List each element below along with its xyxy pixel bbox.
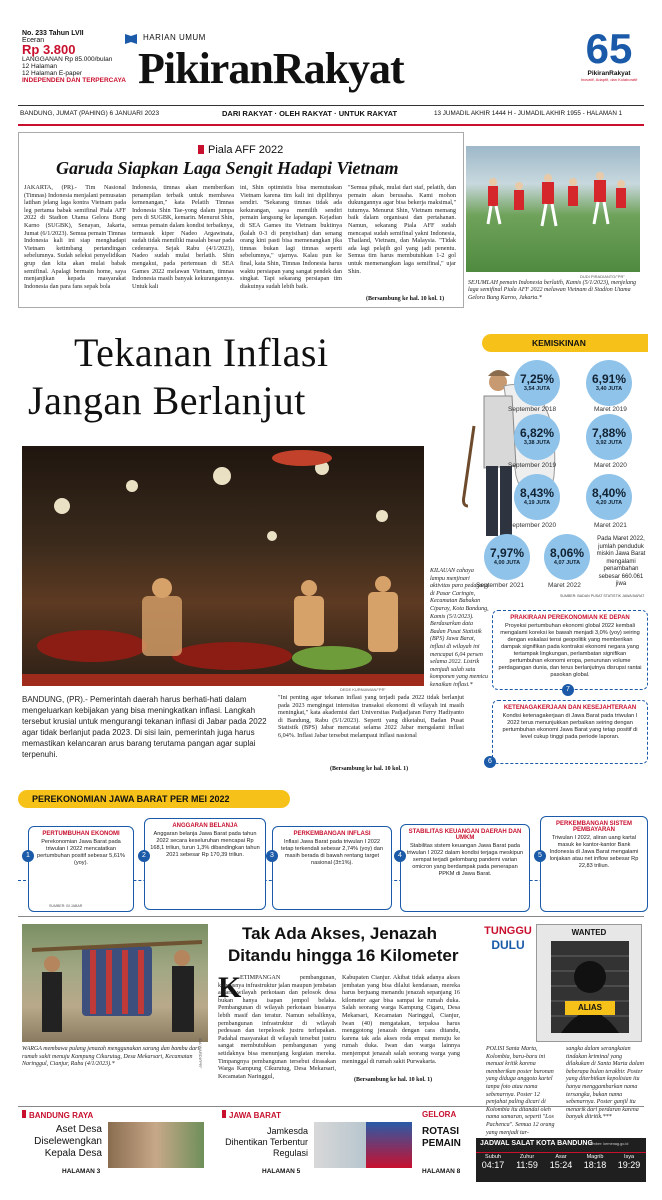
sport-caption: SEJUMLAH pemain Indonesia berlatih, Kamis (5/1/2023), menjelang laga semifinal Piala AFF 2022 melawan Vietnam di Stadion Utama Gelora Bung Karno, Jakarta.* [468,280,636,301]
teaser-title: Jamkesda Dihentikan Terbentur Regulasi [225,1126,308,1158]
economy-box [540,816,648,912]
market-photo-credit: DEDE KURNIAWAN/"PR" [340,687,386,692]
edition-info [22,30,132,84]
prospect-box-2 [492,700,648,764]
prayer-schedule [476,1138,646,1182]
poverty-source: SUMBER: BADAN PUSAT STATISTIK JAWA BARAT [560,594,645,598]
anniversary-logo [576,25,642,98]
prospect-text-1: Proyeksi pertumbuhan ekonomi global 2022 kembali mengalami koreksi ke bawah menjadi 3,0% (yoy) seiring dengan eskalasi tensi geopolitik yang memberikan dampak signifikan pada kontraksi ekonomi negara yang tertampak lingkungan, perlambatan signifikan pertumbuhan ekonomi eropa, penurunan volume perdagangan dunia, dan terus berlanjutnya disrupsi rantai pasokan global. [498,623,642,678]
pages-print: 12 Halaman [22,63,58,70]
sport-kicker [198,144,283,156]
poverty-period: September 2021 [476,582,525,589]
prayer-rule [476,1152,646,1153]
poverty-count: 4,07 JUTA [553,560,581,566]
tunggu-col-2: sangka dalam serangkaian tindakan kriminal yang dilakukan di Santa Marta dalam beberapa bulan terakhir. Poster yang diterbitkan kepolisian itu hanya menggambarkan nama tersangka, bukan nama sebenarnya. Poster ganjil itu menarik dari perdaran karena banyak diiritik.*** [566,1046,644,1121]
economy-box-title: PERKEMBANGAN INFLASI [293,831,371,837]
economy-title: PEREKONOMIAN JAWA BARAT PER MEI 2022 [32,794,230,804]
teaser-page: HALAMAN 8 [422,1168,461,1175]
prayer-time: 04:17 [481,1160,505,1170]
poverty-bubble [514,414,560,460]
step-number: 6 [484,756,496,768]
step-number: 4 [394,850,406,862]
poverty-count: 3,92 JUTA [595,440,623,446]
jenazah-continued: (Bersambung ke hal. 10 kol. 1) [354,1077,433,1083]
inflasi-lead [22,694,272,760]
prayer-name: Subuh [485,1154,501,1160]
book-logo-icon [124,32,138,44]
price: Rp 3.800 [22,42,76,57]
anniversary-number: 65 [585,25,633,72]
sport-col-3: ini, Shin optimistis bisa memutuskan Vietnam karena tim kali ini dipilihnya sendiri. "Sekarang timnas tidak ada kekurangan, saya memilih sendiri pemain langsung ke lapangan. Kejadian di SEA Games itu Vietnam buktinya (kalah 0-3 di penyisihan) dan senang orang kini pasti bisa memenangkan jika timnas bukan lagi timnas seperti sebelumnya," ujarnya. Kalau pun ke final, kata Shin, Timnas Indonesia harus waktu persiapan yang sangat pendek dan singkat. Tapi sekarang persiapan tim diakuinya sudah lebih baik. [240,184,342,290]
poverty-pct: 6,91% [591,372,627,386]
economy-box-text: Anggaran belanja Jawa Barat pada tahun 2022 secara keseluruhan mencapai Rp 168,1 triliun, turun 1,3% dibandingkan tahun 2021 sebesar Rp 170,39 triliun. [150,831,260,858]
economy-box-text: Triwulan I 2022, aliran uang kartal masuk ke kantor-kantor Bank Indonesia di Jawa Barat mengalami lonjakan atau net inflow sebesar Rp 22,83 triliun. [549,835,639,869]
market-photo [22,446,424,686]
wanted-title: WANTED [571,928,607,937]
economy-box [28,826,134,912]
section-rule [18,916,644,917]
poverty-pct: 7,88% [591,426,627,440]
sport-photo [466,146,640,272]
prayer-time: 18:18 [583,1160,607,1170]
prayer-cell [510,1154,544,1170]
poverty-period: Maret 2021 [594,522,627,529]
teaser-item[interactable] [366,1110,462,1182]
wanted-alias: ALIAS [565,1001,615,1015]
economy-box [272,826,392,910]
prayer-time: 15:24 [549,1160,573,1170]
anniversary-brand: PikiranRakyat [587,70,631,77]
economy-box-title: STABILITAS KEUANGAN DAERAH DAN UMKM [408,829,522,841]
teaser-section [22,1110,206,1120]
prayer-cell [612,1154,646,1170]
teaser-page: HALAMAN 3 [62,1168,101,1175]
poverty-period: September 2019 [508,462,557,469]
prayer-name: Magrib [586,1154,604,1160]
masthead-rule [18,105,644,106]
prayer-cell [476,1154,510,1170]
economy-box-title: ANGGARAN BELANJA [172,823,238,829]
market-caption: KILAUAN cahaya lampu menjinari aktivitas para pedagang di Pasar Caringin, Kecamatan Babakan Ciparay, Kota Bandung, Kamis (5/1/2023). Berdasarkan data Badan Pusat Statistik (BPS) Jawa Barat, inflasi di wilayah ini mencapai 6,04 persen selama 2022. Listrik menjadi salah satu komponen yang memicu kenaikan inflasi.* [430,568,489,688]
inflasi-headline-1: Tekanan Inflasi [74,330,329,375]
anniversary-tagline: Inovatif, Adaptif, dan Kolaboratif [580,77,638,82]
jenazah-caption: WARGA membawa pulang jenazah menggunakan sarung dan bambu dari rumah sakit menuju Kampung Cikurutug, Desa Mekarsari, Kecamatan Naringgul, Cianjur, Rabu (4/1/2023).* [22,1046,200,1068]
poverty-note: Pada Maret 2022, jumlah penduduk miskin Jawa Barat mengalami penambahan sebesar 660.061 jiwa [596,536,646,587]
economy-box [144,818,266,910]
bottom-rule [18,1106,644,1107]
prayer-name: Isya [623,1154,635,1160]
step-number: 2 [138,850,150,862]
teaser-item[interactable] [22,1110,206,1182]
slogan-part: DARI RAKYAT [222,109,273,118]
poverty-count: 4,20 JUTA [595,500,623,506]
slogan-part: OLEH RAKYAT [279,109,333,118]
inflasi-body: "Ini penting agar tekanan inflasi yang terjadi pada 2022 tidak berlanjut pada 2023 mengingat intensitas transaksi ekonomi di wilayah ini masih meningkat," kata akademisi dari Universitas Padjadjaran Ferry Hadiyanto di Bandung, Rabu (5/1/2023). Seperti yang diketahui, Badan Pusat Statistik (BPS) Jabar mencatat selama 2022 Jabar mengalami inflasi 6,04%. Inflasi Jabar tersebut melampaui inflasi nasional [278,694,464,739]
wanted-poster [536,924,642,1042]
sport-photo-credit: DUDI PIRADIANTO/"PR" [580,274,625,279]
sport-continued: (Bersambung ke hal. 10 kol. 1) [366,296,445,302]
sport-col-1: JAKARTA, (PR).- Tim Nasional (Timnas) Indonesia menjalani pemusatan latihan jelang laga kontra Vietnam pada leg pertama babak semifinal Piala AFF 2022 di Stadion Utama Gelora Bung Karno (SUGBK), Senayan, Jakarta, Jumat (6/1/2023). Semua pemain Timnas Indonesia kali ini siap menghadapi Vietnam ketimbang pertandingan sebelumnya. Sudah seleksi penyelidikan grup dan kita akan mulai babak semifinal. Apalagi bermain home, saya menjanjikan kepada masyarakat Indonesia dan para fans sepak bola [24,184,127,290]
poverty-period: September 2018 [508,406,557,413]
step-number: 3 [266,850,278,862]
economy-box-title: PERTUMBUHAN EKONOMI [42,831,120,837]
slogan-part: UNTUK RAKYAT [338,109,398,118]
economy-box-text: Perekonomian Jawa Barat pada triwulan I 2022 mencatatkan pertumbuhan positif sebesar 5,61% (yoy). [36,839,125,866]
prayer-name: Zuhur [519,1154,535,1160]
tunggu-logo-2: DULU [491,938,525,952]
poverty-count: 4,19 JUTA [523,500,551,506]
hijri-date: 13 JUMADIL AKHIR 1444 H - JUMADIL AKHIR 1955 - HALAMAN 1 [434,110,623,117]
economy-box-text: Stabilitas sistem keuangan Jawa Barat pada triwulan I 2022 dalam kondisi terjaga meskipun sempat terjadi gelombang pandemi varian omicron yang berdampak pada penerapan PPKM di Jawa Barat. [406,843,524,877]
jenazah-dropcap: K [218,971,242,1004]
poverty-period: Maret 2022 [548,582,581,589]
inflasi-headline-2: Jangan Berlanjut [28,378,306,423]
poverty-bubble [586,414,632,460]
economy-box-source: SUMBER: BI JABAR [49,904,83,908]
prayer-time: 19:29 [617,1160,641,1170]
masthead-title: PikiranRakyat [138,44,404,93]
prayer-name: Asar [555,1154,567,1160]
economy-box-title: PERKEMBANGAN SISTEM PEMBAYARAN [555,821,632,833]
poverty-pct: 7,97% [489,546,525,560]
jenazah-col-2: Kabupaten Cianjur. Akibat tidak adanya akses jembatan yang bisa dilalui kendaraan, mereka harus berjuang menandu jenazah sepanjang 16 kilometer agar bisa sampai ke rumah duka. Salah seorang warga Kampung Cigaru, Desa Mekarsari, Kecamatan Naringgul, Cianjur, Iwan (40) mengatakan, terpaksa harus menggotong jenazah dengan cara ditandu, karena tak ada akses roda empat menuju ke rumah duka. Iwan dan warga lainnya menjemput jenazah salah seorang warga yang meninggal di rumah sakit Purwakarta. [342,974,460,1065]
subscription: LANGGANAN Rp 85.000/bulan [22,56,113,63]
poverty-pct: 7,25% [519,372,555,386]
prayer-time: 11:59 [516,1160,538,1170]
poverty-bubble [586,474,632,520]
masthead-rule-red [18,124,644,126]
teaser-section-text: JAWA BARAT [229,1111,281,1120]
prospect-title-1: PRAKIRAAN PEREKONOMIAN KE DEPAN [510,615,630,621]
prospect-title-2: KETENAGAKERJAAN DAN KESEJAHTERAAN [503,705,637,711]
tunggu-col-1: POLISI Santa Marta, Kolombia, baru-baru ini menuai kritik karena memberikan poster buronan yang diduga anggota kartel tanpa foto atau nama sebenarnya. Poster 12 penjahat paling dicari di Kolombia itu ditandai oleh nama samaran, seperti "Los Pachenca". Semua 12 orang yang menjadi tar- [486,1046,555,1136]
step-number: 7 [562,684,574,696]
prayer-source: Sumber: kemenag.go.id [588,1142,629,1146]
poverty-count: 3,40 JUTA [595,386,623,392]
poverty-pct: 6,82% [519,426,555,440]
economy-box [400,824,530,912]
step-number: 5 [534,850,546,862]
poverty-pct: 8,40% [591,486,627,500]
motto: INDEPENDEN DAN TERPERCAYA [22,77,126,84]
teaser-title: ROTASI PEMAIN [422,1126,461,1149]
prospect-box-1 [492,610,648,690]
kemiskinan-title: KEMISKINAN [532,338,586,348]
poverty-bubble [586,360,632,406]
teaser-photo [366,1122,412,1168]
step-number: 1 [22,850,34,862]
poverty-bubble [484,534,530,580]
pages-epaper: 12 Halaman E-paper [22,70,82,77]
jenazah-headline-1: Tak Ada Akses, Jenazah [242,924,437,943]
poverty-count: 4,00 JUTA [493,560,521,566]
poverty-period: September 2020 [508,522,557,529]
masthead-label: HARIAN UMUM [143,33,206,42]
prayer-cell [578,1154,612,1170]
poverty-pct: 8,43% [519,486,555,500]
poverty-period: Maret 2019 [594,406,627,413]
teaser-title: Aset Desa Diselewengkan Kepala Desa [34,1124,102,1159]
inflasi-lead-text: BANDUNG, (PR).- Pemerintah daerah harus berhati-hati dalam mengeluarkan kebijakan yang bisa meningkatkan inflasi. Langkah tersebut krusial untuk mengurangi tekanan inflasi di Jabar pada 2022 agar tidak berlanjut pada 2023. Di sisi lain, pemerintah juga harus memastikan kelancaran arus barang terutama pangan agar suplai terpenuhi. [22,695,267,759]
teaser-photo [108,1122,204,1168]
poverty-period: Maret 2020 [594,462,627,469]
sport-col-4: "Semua pihak, mulai dari staf, pelatih, dan pemain akan berusaha. Kami mohon dukungannya agar bisa bekerja maksimal," tuturnya. Menurut Shin, Vietnam memang baik dalam organisasi dan pertahanan. Namun, sekarang Piala AFF sudah mencapai sudah semifinal yakni Indonesia, Thailand, Vietnam, dan Malaysia. "Tidak ada lagi pelajih gol yang jadi penentu. Semua tim harus membutuhkan 1-2 gol untuk memenangkan laga semifinal," ujar Shin. [348,184,456,275]
jenazah-col-1: ETIMPANGAN pembangunan, khususnya infrastruktur jalan maupun jembatan antara wilayah perkotaan dan pelosok desa bukan hanya isapan jempol belaka. Pembangunan di wilayah perkotaan biasanya lebih masif dan teratur. Namun sebaliknya, pembangunan infrastruktur di wilayah pedesaan dan terpelosok justru terlupakan. Padahal masyarakat di wilayah tersebut justru sangat membutuhkan pembangunan yang setidaknya bisa menunjang kegiatan mereka. Timpangnya pembangunan tersebut dirasakan Warga Kampung Cikurutug, Desa Mekarsari, Kecamatan Naringgul, [218,974,336,1080]
teaser-section: GELORA [422,1110,457,1119]
poverty-bubble [514,474,560,520]
sport-kicker-text: Piala AFF 2022 [208,144,284,156]
retail-label: Eceran [22,37,45,44]
slogan: DARI RAKYAT · OLEH RAKYAT · UNTUK RAKYAT [222,109,398,118]
tunggu-logo-1: TUNGGU [484,925,532,937]
sport-headline: Garuda Siapkan Laga Sengit Hadapi Vietnam [56,158,399,178]
teaser-page: HALAMAN 5 [262,1168,301,1175]
kicker-marker [198,145,204,154]
teaser-marker [222,1110,226,1118]
edition-number: No. 233 Tahun LVII [22,30,84,37]
poverty-pct: 8,06% [549,546,585,560]
poverty-count: 3,38 JUTA [523,440,551,446]
issue-date: BANDUNG, JUMAT (PAHING) 6 JANUARI 2023 [20,110,160,117]
prayer-times-row [476,1154,646,1173]
prayer-title: JADWAL SALAT KOTA BANDUNG [480,1140,593,1147]
poverty-bubble [544,534,590,580]
prospect-text-2: Kondisi ketenagakerjaan di Jawa Barat pada triwulan I 2022 terus menunjukkan perbaikan seiring dengan pertumbuhan ekonomi Jawa Barat yang tetap positif di level cukup tinggi pada periode laporan. [502,713,638,740]
teaser-marker [22,1110,26,1118]
prayer-cell [544,1154,578,1170]
inflasi-continued: (Bersambung ke hal. 10 kol. 1) [330,766,409,772]
jenazah-photo [22,924,208,1042]
jenazah-photo-credit: IDA WARDI/"PR" [198,1038,203,1069]
jenazah-headline-2: Ditandu hingga 16 Kilometer [228,946,459,965]
teaser-section-text: BANDUNG RAYA [29,1111,94,1120]
wanted-mugshot [551,941,629,1033]
poverty-bubble [514,360,560,406]
tunggu-logo [484,924,532,952]
sport-col-2: Indonesia, timnas akan memberikan penampilan terbaik untuk membawa kemenangan," kata Pelatih Timnas Indonesia Shin Tae-yong dalam jumpa pers di SUGBK, kemarin. Menurut Shin, semua pemain dalam kondisi terbaiknya, termasuk kiper Nadeo Argawinata, sudah tidak memiliki masalah besar pada cederanya. Sejak Rabu (4/1/2023), Nadeo sudah mulai berlatih. Shin mengakui, pada pertemuan di SEA Games 2022 melawan Vietnam, timnas Indonesia masih banyak kekurangannya. Untuk kali [132,184,234,290]
economy-box-text: Inflasi Jawa Barat pada triwulan I 2022 tetap terkendali sebesar 2,74% (yoy) dan masih berada di bawah rentang target nasional (3±1%). [281,839,383,866]
poverty-count: 3,54 JUTA [523,386,551,392]
